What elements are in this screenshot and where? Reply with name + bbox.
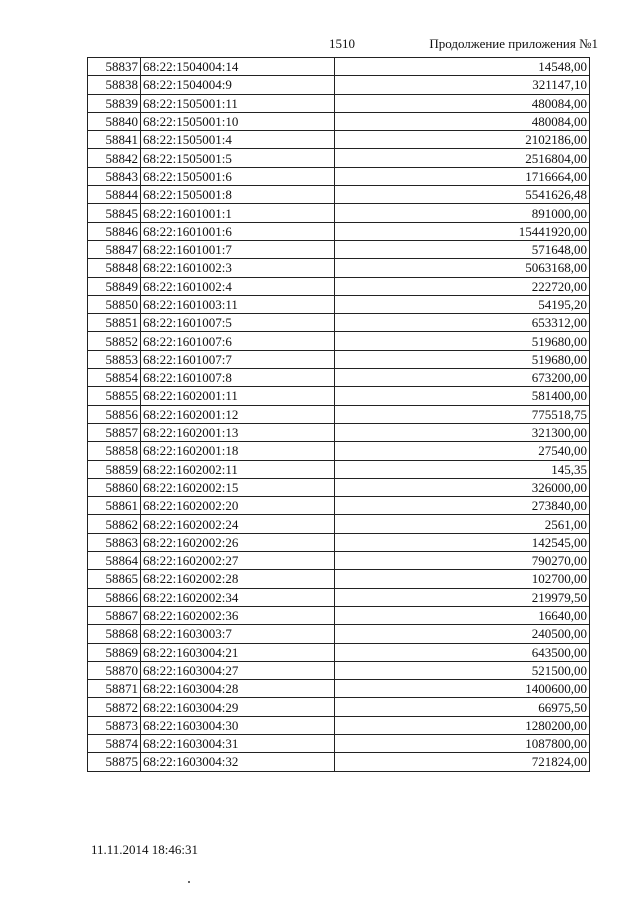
cadastral-value-cell: 519680,00 — [335, 350, 590, 368]
table-row — [88, 240, 590, 258]
cadastral-value-cell: 326000,00 — [335, 478, 590, 496]
table-row — [88, 295, 590, 313]
scan-speck — [188, 881, 190, 883]
cadastral-number-cell: 68:22:1602001:12 — [141, 405, 335, 423]
cadastral-number-cell: 68:22:1601002:4 — [141, 277, 335, 295]
row-number-cell: 58847 — [88, 240, 141, 258]
row-number-cell: 58869 — [88, 643, 141, 661]
cadastral-value-cell: 581400,00 — [335, 387, 590, 405]
cadastral-value-cell: 519680,00 — [335, 332, 590, 350]
cadastral-number-cell: 68:22:1602001:18 — [141, 442, 335, 460]
cadastral-value-cell: 1400600,00 — [335, 680, 590, 698]
row-number-cell: 58843 — [88, 167, 141, 185]
cadastral-number-cell: 68:22:1602002:24 — [141, 515, 335, 533]
table-row — [88, 222, 590, 240]
cadastral-number-cell: 68:22:1603003:7 — [141, 625, 335, 643]
table-row — [88, 588, 590, 606]
cadastral-number-cell: 68:22:1601007:8 — [141, 369, 335, 387]
table-row — [88, 94, 590, 112]
cadastral-number-cell: 68:22:1603004:21 — [141, 643, 335, 661]
cadastral-value-cell: 1280200,00 — [335, 716, 590, 734]
row-number-cell: 58873 — [88, 716, 141, 734]
cadastral-value-cell: 54195,20 — [335, 295, 590, 313]
row-number-cell: 58845 — [88, 204, 141, 222]
table-row — [88, 698, 590, 716]
cadastral-value-cell: 66975,50 — [335, 698, 590, 716]
row-number-cell: 58874 — [88, 734, 141, 752]
cadastral-value-cell: 15441920,00 — [335, 222, 590, 240]
table-row — [88, 149, 590, 167]
cadastral-number-cell: 68:22:1601001:1 — [141, 204, 335, 222]
cadastral-number-cell: 68:22:1603004:28 — [141, 680, 335, 698]
cadastral-value-cell: 790270,00 — [335, 552, 590, 570]
table-row — [88, 753, 590, 771]
cadastral-number-cell: 68:22:1602001:13 — [141, 423, 335, 441]
table-row — [88, 204, 590, 222]
cadastral-number-cell: 68:22:1602002:26 — [141, 533, 335, 551]
row-number-cell: 58865 — [88, 570, 141, 588]
cadastral-value-cell: 2516804,00 — [335, 149, 590, 167]
cadastral-value-cell: 16640,00 — [335, 606, 590, 624]
cadastral-number-cell: 68:22:1505001:6 — [141, 167, 335, 185]
cadastral-value-cell: 5541626,48 — [335, 186, 590, 204]
cadastral-number-cell: 68:22:1602002:28 — [141, 570, 335, 588]
table-row — [88, 570, 590, 588]
row-number-cell: 58848 — [88, 259, 141, 277]
table-row — [88, 716, 590, 734]
table-row — [88, 442, 590, 460]
table-row — [88, 460, 590, 478]
row-number-cell: 58863 — [88, 533, 141, 551]
cadastral-number-cell: 68:22:1602002:11 — [141, 460, 335, 478]
cadastral-value-cell: 775518,75 — [335, 405, 590, 423]
cadastral-number-cell: 68:22:1505001:8 — [141, 186, 335, 204]
cadastral-value-cell: 321147,10 — [335, 76, 590, 94]
cadastral-number-cell: 68:22:1601001:6 — [141, 222, 335, 240]
row-number-cell: 58859 — [88, 460, 141, 478]
cadastral-number-cell: 68:22:1602002:20 — [141, 497, 335, 515]
cadastral-value-table — [87, 57, 590, 772]
cadastral-number-cell: 68:22:1603004:32 — [141, 753, 335, 771]
cadastral-value-cell: 1716664,00 — [335, 167, 590, 185]
table-row — [88, 552, 590, 570]
cadastral-value-cell: 2561,00 — [335, 515, 590, 533]
cadastral-value-cell: 480084,00 — [335, 112, 590, 130]
row-number-cell: 58855 — [88, 387, 141, 405]
row-number-cell: 58837 — [88, 58, 141, 76]
table-row — [88, 423, 590, 441]
cadastral-number-cell: 68:22:1602001:11 — [141, 387, 335, 405]
row-number-cell: 58856 — [88, 405, 141, 423]
cadastral-value-cell: 222720,00 — [335, 277, 590, 295]
row-number-cell: 58861 — [88, 497, 141, 515]
table-row — [88, 387, 590, 405]
table-row — [88, 405, 590, 423]
table-row — [88, 497, 590, 515]
row-number-cell: 58875 — [88, 753, 141, 771]
table-row — [88, 332, 590, 350]
cadastral-number-cell: 68:22:1505001:4 — [141, 131, 335, 149]
cadastral-value-cell: 240500,00 — [335, 625, 590, 643]
table-row — [88, 350, 590, 368]
table-row — [88, 734, 590, 752]
row-number-cell: 58853 — [88, 350, 141, 368]
cadastral-number-cell: 68:22:1602002:15 — [141, 478, 335, 496]
cadastral-value-cell: 5063168,00 — [335, 259, 590, 277]
row-number-cell: 58841 — [88, 131, 141, 149]
row-number-cell: 58868 — [88, 625, 141, 643]
cadastral-number-cell: 68:22:1601007:5 — [141, 314, 335, 332]
row-number-cell: 58838 — [88, 76, 141, 94]
cadastral-number-cell: 68:22:1601007:7 — [141, 350, 335, 368]
table-row — [88, 661, 590, 679]
cadastral-number-cell: 68:22:1505001:5 — [141, 149, 335, 167]
cadastral-number-cell: 68:22:1601002:3 — [141, 259, 335, 277]
cadastral-value-cell: 643500,00 — [335, 643, 590, 661]
cadastral-value-cell: 1087800,00 — [335, 734, 590, 752]
row-number-cell: 58864 — [88, 552, 141, 570]
row-number-cell: 58852 — [88, 332, 141, 350]
cadastral-value-cell: 273840,00 — [335, 497, 590, 515]
table-row — [88, 58, 590, 76]
table-row — [88, 167, 590, 185]
cadastral-value-cell: 653312,00 — [335, 314, 590, 332]
table-row — [88, 186, 590, 204]
cadastral-value-cell: 145,35 — [335, 460, 590, 478]
table-row — [88, 277, 590, 295]
table-row — [88, 259, 590, 277]
cadastral-value-cell: 14548,00 — [335, 58, 590, 76]
cadastral-value-cell: 480084,00 — [335, 94, 590, 112]
cadastral-value-cell: 321300,00 — [335, 423, 590, 441]
row-number-cell: 58866 — [88, 588, 141, 606]
table-row — [88, 112, 590, 130]
row-number-cell: 58851 — [88, 314, 141, 332]
cadastral-value-cell: 142545,00 — [335, 533, 590, 551]
cadastral-value-cell: 219979,50 — [335, 588, 590, 606]
print-timestamp: 11.11.2014 18:46:31 — [91, 842, 199, 857]
row-number-cell: 58844 — [88, 186, 141, 204]
cadastral-number-cell: 68:22:1602002:36 — [141, 606, 335, 624]
cadastral-number-cell: 68:22:1505001:11 — [141, 94, 335, 112]
cadastral-number-cell: 68:22:1603004:29 — [141, 698, 335, 716]
cadastral-value-cell: 102700,00 — [335, 570, 590, 588]
table-row — [88, 606, 590, 624]
row-number-cell: 58849 — [88, 277, 141, 295]
row-number-cell: 58839 — [88, 94, 141, 112]
table-row — [88, 680, 590, 698]
table-row — [88, 533, 590, 551]
row-number-cell: 58846 — [88, 222, 141, 240]
table-row — [88, 515, 590, 533]
cadastral-number-cell: 68:22:1602002:34 — [141, 588, 335, 606]
cadastral-value-cell: 27540,00 — [335, 442, 590, 460]
cadastral-number-cell: 68:22:1601007:6 — [141, 332, 335, 350]
cadastral-value-cell: 571648,00 — [335, 240, 590, 258]
cadastral-number-cell: 68:22:1603004:31 — [141, 734, 335, 752]
row-number-cell: 58842 — [88, 149, 141, 167]
cadastral-value-cell: 721824,00 — [335, 753, 590, 771]
page-number: 1510 — [329, 36, 355, 51]
table-row — [88, 478, 590, 496]
cadastral-number-cell: 68:22:1601003:11 — [141, 295, 335, 313]
table-body — [88, 58, 590, 772]
row-number-cell: 58862 — [88, 515, 141, 533]
row-number-cell: 58867 — [88, 606, 141, 624]
cadastral-number-cell: 68:22:1504004:14 — [141, 58, 335, 76]
appendix-caption: Продолжение приложения №1 — [429, 36, 598, 51]
cadastral-value-cell: 2102186,00 — [335, 131, 590, 149]
cadastral-value-cell: 891000,00 — [335, 204, 590, 222]
row-number-cell: 58858 — [88, 442, 141, 460]
cadastral-number-cell: 68:22:1505001:10 — [141, 112, 335, 130]
cadastral-number-cell: 68:22:1504004:9 — [141, 76, 335, 94]
cadastral-value-cell: 673200,00 — [335, 369, 590, 387]
table-row — [88, 369, 590, 387]
cadastral-number-cell: 68:22:1601001:7 — [141, 240, 335, 258]
table-row — [88, 643, 590, 661]
row-number-cell: 58854 — [88, 369, 141, 387]
cadastral-number-cell: 68:22:1602002:27 — [141, 552, 335, 570]
table-row — [88, 76, 590, 94]
cadastral-value-cell: 521500,00 — [335, 661, 590, 679]
cadastral-number-cell: 68:22:1603004:30 — [141, 716, 335, 734]
cadastral-number-cell: 68:22:1603004:27 — [141, 661, 335, 679]
row-number-cell: 58857 — [88, 423, 141, 441]
row-number-cell: 58850 — [88, 295, 141, 313]
row-number-cell: 58870 — [88, 661, 141, 679]
table-row — [88, 314, 590, 332]
table-row — [88, 131, 590, 149]
row-number-cell: 58872 — [88, 698, 141, 716]
table-row — [88, 625, 590, 643]
row-number-cell: 58840 — [88, 112, 141, 130]
row-number-cell: 58860 — [88, 478, 141, 496]
row-number-cell: 58871 — [88, 680, 141, 698]
